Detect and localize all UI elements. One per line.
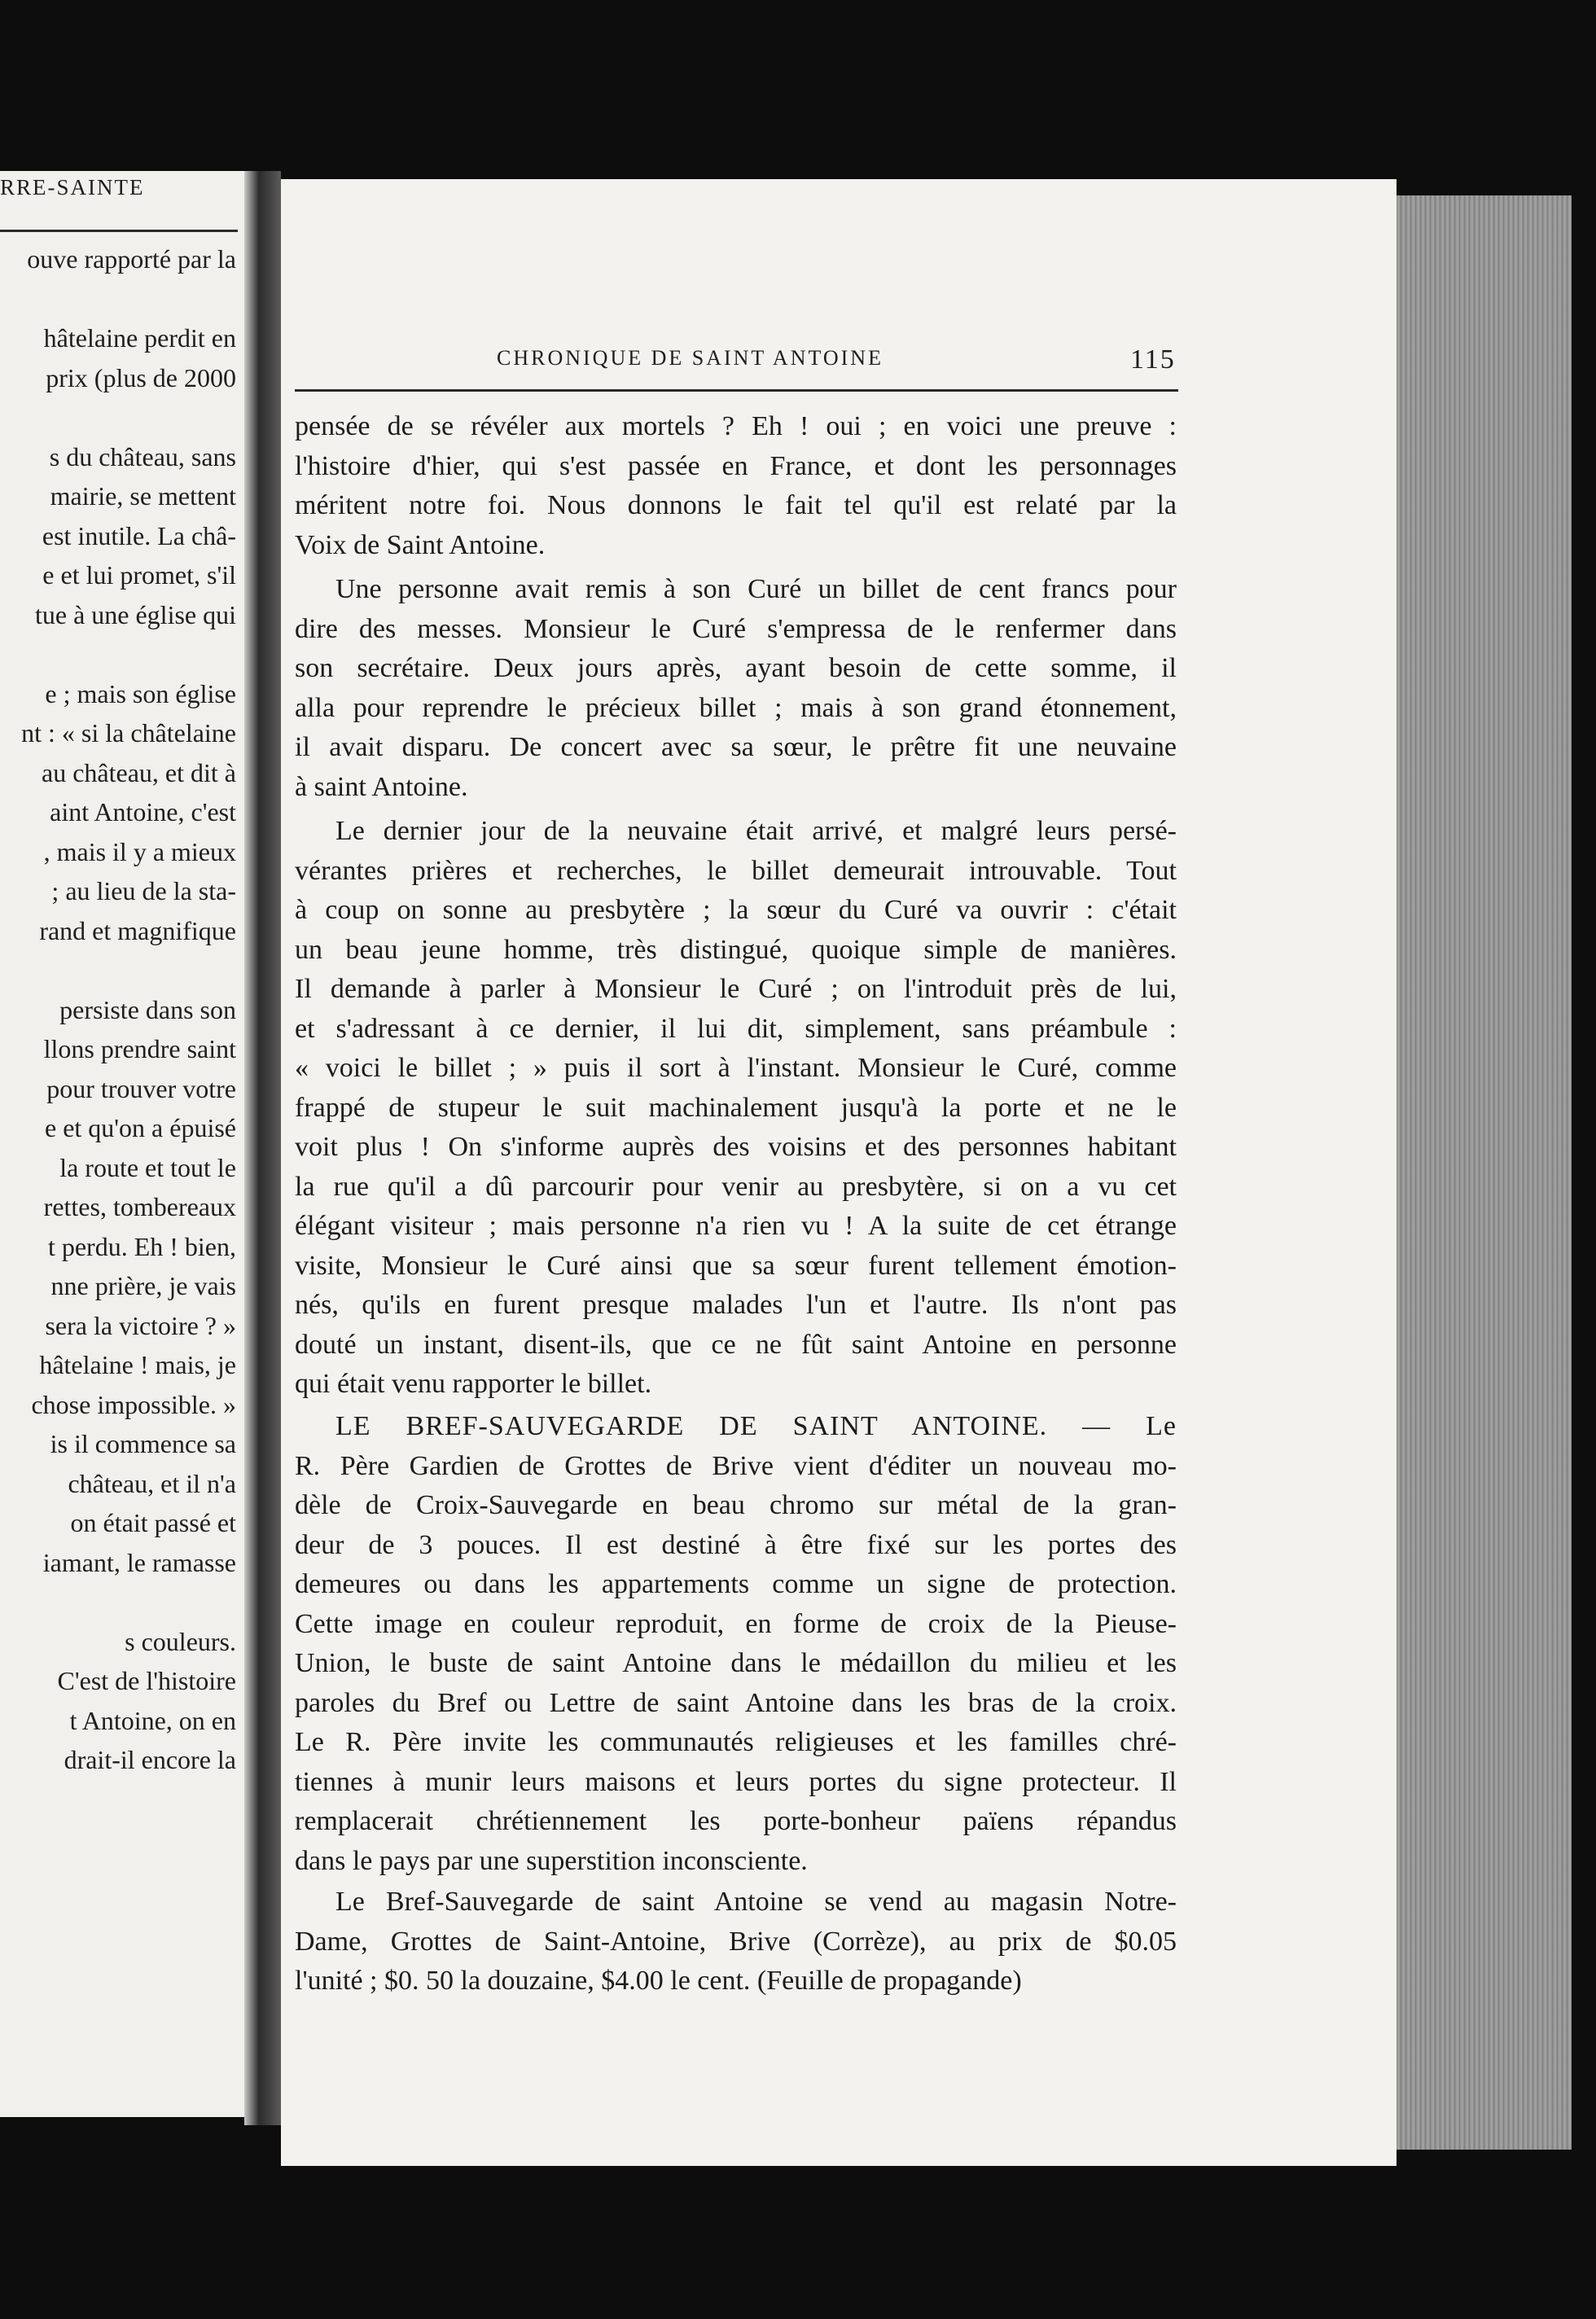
page-edges <box>1396 195 1572 2150</box>
text-line: dire des messes. Monsieur le Curé s'empressa de le renfermer dans <box>295 613 1177 644</box>
running-head: CHRONIQUE DE SAINT ANTOINE <box>497 346 884 370</box>
left-text-line: nne prière, je vais <box>50 1271 236 1300</box>
text-line: dans le pays par une superstition inconsciente. <box>295 1845 808 1876</box>
text-line: remplacerait chrétiennement les porte-bonheur païens répandus <box>295 1806 1177 1836</box>
text-line: son secrétaire. Deux jours après, ayant besoin de cette somme, il <box>295 653 1177 683</box>
left-text-line: la route et tout le <box>59 1152 236 1182</box>
left-text-line: château, et il n'a <box>68 1468 236 1498</box>
left-text-line: est inutile. La châ- <box>42 520 236 550</box>
left-page-running-head: RRE-SAINTE <box>0 175 145 199</box>
left-text-line: t Antoine, on en <box>69 1705 236 1735</box>
text-line: douté un instant, disent-ils, que ce ne fût saint Antoine en personne <box>295 1329 1177 1360</box>
text-line: Voix de Saint Antoine. <box>295 529 546 560</box>
text-line: vérantes prières et recherches, le billet demeurait introuvable. Tout <box>295 855 1177 886</box>
text-line: à saint Antoine. <box>295 771 468 802</box>
text-line: l'histoire d'hier, qui s'est passée en France, et dont les personnages <box>295 450 1177 481</box>
left-text-line: e ; mais son église <box>45 678 236 708</box>
left-text-line: au château, et dit à <box>42 757 236 787</box>
section-heading-line: LE BREF-SAUVEGARDE DE SAINT ANTOINE. — Le <box>335 1411 1177 1441</box>
text-line: et s'adressant à ce dernier, il lui dit, simplement, sans préambule : <box>295 1013 1177 1044</box>
left-text-line: e et qu'on a épuisé <box>44 1113 236 1142</box>
left-text-line: rand et magnifique <box>39 915 236 945</box>
left-text-line: s du château, sans <box>49 441 236 471</box>
text-line: paroles du Bref ou Lettre de saint Antoine dans les bras de la croix. <box>295 1687 1177 1718</box>
text-line: l'unité ; $0. 50 la douzaine, $4.00 le cent. (Feuille de propagande) <box>295 1966 1022 1996</box>
left-text-line: mairie, se mettent <box>50 481 236 511</box>
text-line: la rue qu'il a dû parcourir pour venir au presbytère, si on a vu cet <box>295 1171 1177 1202</box>
page-number: 115 <box>1130 344 1176 375</box>
text-line: deur de 3 pouces. Il est destiné à être fixé sur les portes des <box>295 1529 1177 1560</box>
left-text-line: ; au lieu de la sta- <box>51 876 236 905</box>
left-text-line: e et lui promet, s'il <box>42 560 236 590</box>
left-text-line: is il commence sa <box>50 1429 236 1458</box>
text-line: R. Père Gardien de Grottes de Brive vient d'éditer un nouveau mo- <box>295 1450 1177 1481</box>
left-text-line: hâtelaine ! mais, je <box>39 1350 236 1379</box>
text-line: pensée de se révéler aux mortels ? Eh ! oui ; en voici une preuve : <box>295 411 1177 441</box>
text-line: « voici le billet ; » puis il sort à l'instant. Monsieur le Curé, comme <box>295 1053 1177 1083</box>
left-text-line: prix (plus de 2000 <box>46 362 236 392</box>
text-line: méritent notre foi. Nous donnons le fait tel qu'il est relaté par la <box>295 490 1177 520</box>
left-text-line: pour trouver votre <box>46 1073 236 1103</box>
left-text-line: rettes, tombereaux <box>43 1192 236 1221</box>
text-line: Une personne avait remis à son Curé un billet de cent francs pour <box>335 574 1177 604</box>
left-text-line: s couleurs. <box>125 1626 236 1656</box>
book-gutter <box>244 171 281 2125</box>
text-line: frappé de stupeur le suit machinalement jusqu'à la porte et ne le <box>295 1092 1177 1123</box>
text-line: visite, Monsieur le Curé ainsi que sa sœur furent tellement émotion- <box>295 1250 1177 1281</box>
left-text-line: , mais il y a mieux <box>43 836 236 866</box>
header-rule <box>295 389 1178 392</box>
text-line: un beau jeune homme, très distingué, quoique simple de manières. <box>295 934 1177 965</box>
left-header-rule <box>0 230 238 232</box>
text-line: qui était venu rapporter le billet. <box>295 1369 652 1399</box>
left-text-line: chose impossible. » <box>31 1389 236 1419</box>
text-line: demeures ou dans les appartements comme un signe de protection. <box>295 1569 1177 1599</box>
left-text-line: llons prendre saint <box>43 1034 236 1063</box>
text-line: il avait disparu. De concert avec sa sœur, le prêtre fit une neuvaine <box>295 732 1177 762</box>
left-text-line: sera la victoire ? » <box>45 1310 236 1340</box>
text-line: nés, qu'ils en furent presque malades l'un et l'autre. Ils n'ont pas <box>295 1290 1177 1320</box>
text-line: élégant visiteur ; mais personne n'a rien vu ! A la suite de cet étrange <box>295 1211 1177 1241</box>
text-line: Dame, Grottes de Saint-Antoine, Brive (Corrèze), au prix de $0.05 <box>295 1926 1177 1957</box>
left-text-line: C'est de l'histoire <box>57 1666 236 1695</box>
left-text-line: ouve rapporté par la <box>27 244 236 274</box>
text-line: Le R. Père invite les communautés religieuses et les familles chré- <box>295 1727 1177 1757</box>
text-line: Union, le buste de saint Antoine dans le médaillon du milieu et les <box>295 1648 1177 1678</box>
left-text-line: hâtelaine perdit en <box>43 323 236 353</box>
text-line: à coup on sonne au presbytère ; la sœur du Curé va ouvrir : c'était <box>295 895 1177 925</box>
text-line: dèle de Croix-Sauvegarde en beau chromo sur métal de la gran- <box>295 1490 1177 1520</box>
left-text-line: persiste dans son <box>59 994 236 1024</box>
text-line: alla pour reprendre le précieux billet ; mais à son grand étonnement, <box>295 692 1177 723</box>
text-line: Le dernier jour de la neuvaine était arrivé, et malgré leurs persé- <box>335 816 1177 846</box>
left-text-line: aint Antoine, c'est <box>50 797 236 826</box>
left-text-line: on était passé et <box>70 1508 236 1537</box>
left-text-line: iamant, le ramasse <box>42 1547 236 1577</box>
text-line: Cette image en couleur reproduit, en forme de croix de la Pieuse- <box>295 1608 1177 1639</box>
left-text-line: drait-il encore la <box>64 1745 236 1774</box>
text-line: tiennes à munir leurs maisons et leurs portes du signe protecteur. Il <box>295 1766 1177 1797</box>
text-line: voit plus ! On s'informe auprès des voisins et des personnes habitant <box>295 1132 1177 1162</box>
left-text-line: t perdu. Eh ! bien, <box>47 1231 236 1261</box>
text-line: Il demande à parler à Monsieur le Curé ; on l'introduit près de lui, <box>295 974 1177 1004</box>
left-text-line: nt : « si la châtelaine <box>21 718 236 747</box>
text-line: Le Bref-Sauvegarde de saint Antoine se vend au magasin Notre- <box>335 1887 1177 1917</box>
left-text-line: tue à une église qui <box>34 599 236 629</box>
